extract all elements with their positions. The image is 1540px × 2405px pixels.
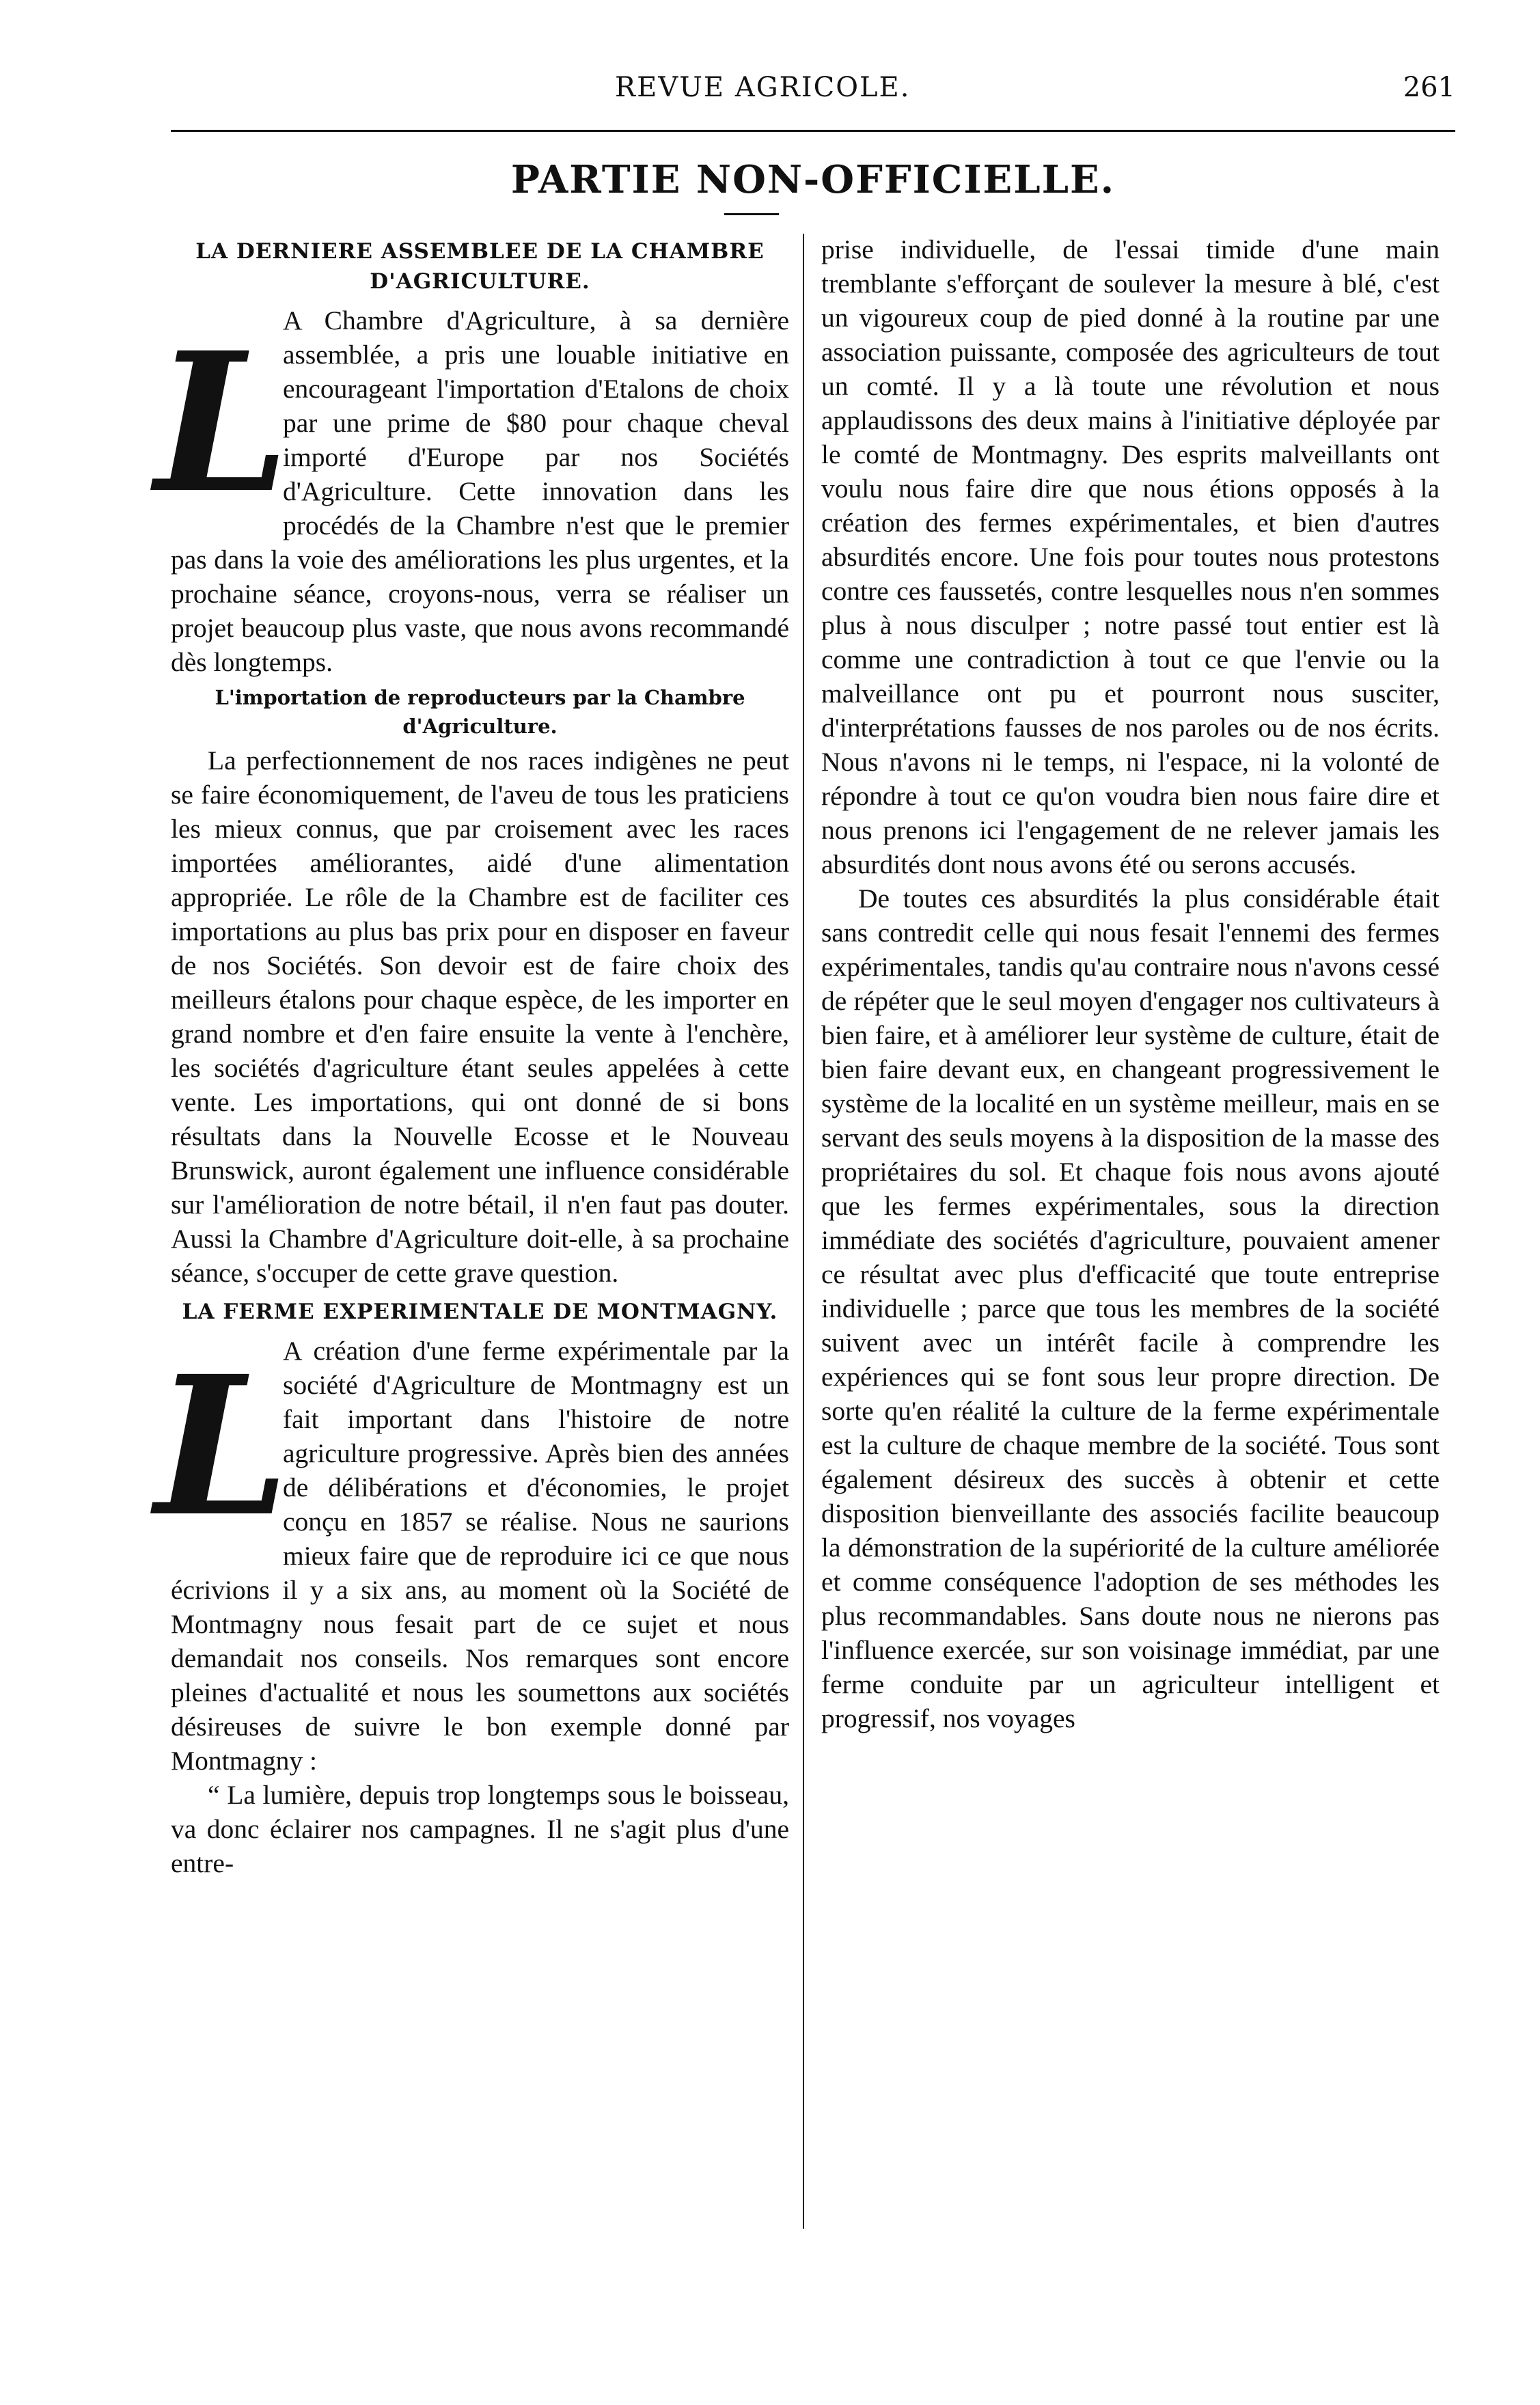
article-title-chambre: LA DERNIERE ASSEMBLEE DE LA CHAMBRE D'AGRICULTURE. <box>195 239 765 294</box>
article-paragraph <box>154 1334 789 1778</box>
running-head <box>171 72 1455 113</box>
article-paragraph: La perfectionnement de nos races indigènes ne peut se faire économiquement, de l'aveu de tous les praticiens les mieux connus, que par croisement avec les races importées améliorantes, aidé d'une alimentation appropriée. Le rôle de la Chambre est de faciliter ces importations au plus bas prix pour en disposer en faveur de nos Sociétés. Son devoir est de faire choix des meilleurs étalons pour chaque espèce, de les importer en grand nombre et d'en faire ensuite la vente à l'enchère, les sociétés d'agriculture étant seules appelées à cette vente. Les importations, qui ont donné de si bons résultats dans la Nouvelle Ecosse et le Nouveau Brunswick, auront également une influence considérable sur l'amélioration de notre bétail, il n'en faut pas douter. Aussi la Chambre d'Agriculture doit-elle, à sa prochaine séance, s'occuper de cette grave question. <box>171 745 789 1288</box>
title-dash <box>724 213 779 215</box>
ornamental-dropcap: L <box>154 1334 290 1559</box>
running-title: REVUE AGRICOLE. <box>615 72 911 103</box>
header-rule <box>171 130 1455 132</box>
article-paragraph: prise individuelle, de l'essai timide d'une main tremblante s'efforçant de soulever la mesure à blé, c'est un vigoureux coup de pied donné à la routine par une association puissante, composée des agriculteurs de tout un comté. Il y a là toute une révolution et nous applaudissons des deux mains à l'initiative déployée par le comté de Montmagny. Des esprits malveillants ont voulu nous faire dire que nous étions opposés à la création des fermes expérimentales, et bien d'autres absurdités encore. Une fois pour toutes nous protestons contre ces faussetés, contre lesquelles nous n'en sommes plus à nous disculper ; notre passé tout entier est là comme une contradiction à tout ce que l'envie ou la malveillance ont pu et pourront nous susciter, d'interprétations fausses de nos paroles ou de nos écrits. Nous n'avons ni le temps, ni l'espace, ni la volonté de répondre à tout ce qu'on voudra bien nous faire dire et nous prenons ici l'engagement de ne relever jamais les absurdités dont nous avons été ou serons accusés. <box>821 234 1440 879</box>
article-paragraph: De toutes ces absurdités la plus considérable était sans contredit celle qui nous fesait l'ennemi des fermes expérimentales, tandis qu'au contraire nous n'avons cessé de répéter que le seul moyen d'engager nos cultivateurs à bien faire, et à améliorer leur système de culture, était de bien faire devant eux, en changeant progressivement le système de la localité en un système meilleur, mais en se servant des seuls moyens à la disposition de la masse des propriétaires du sol. Et chaque fois nous avons ajouté que les fermes expérimentales, sous la direction immédiate des sociétés d'agriculture, pouvaient amener ce résultat avec plus d'efficacité que toute entreprise individuelle ; parce que tous les membres de la société suivent avec un intérêt facile à comprendre les expériences qui se font sous leur propre direction. De sorte qu'en réalité la culture de la ferme expérimentale est la culture de chaque membre de la société. Tous sont également désireux des succès à obtenir et cette disposition bienveillante des associés facilite beaucoup la démonstration de la supériorité de la culture améliorée et comme conséquence l'adoption de ses méthodes les plus recommandables. Sans doute nous ne nierons pas l'influence exercée, sur son voisinage immédiat, par une ferme conduite par un agriculteur intelligent et progressif, nos voyages <box>821 883 1440 1733</box>
article-paragraph: “ La lumière, depuis trop longtemps sous le boisseau, va donc éclairer nos campagnes. Il ne s'agit plus d'une entre- <box>171 1780 789 1878</box>
ornamental-dropcap: L <box>154 311 290 536</box>
paragraph-text: A Chambre d'Agriculture, à sa dernière assemblée, a pris une louable initiative en encourageant l'importation d'Etalons de choix par une prime de $80 pour chaque cheval importé d'Europe par nos Sociétés d'Agriculture. Cette innovation dans les procédés de la Chambre n'est que le premier pas dans la voie des améliorations les plus urgentes, et la prochaine séance, croyons-nous, verra se réaliser un projet beaucoup plus vaste, que nous avons recommandé dès longtemps. <box>171 305 789 677</box>
right-column <box>821 232 1440 2282</box>
column-rule <box>803 234 804 2229</box>
section-title: PARTIE NON-OFFICIELLE. <box>510 157 1116 202</box>
article-title-ferme: LA FERME EXPERIMENTALE DE MONTMAGNY. <box>182 1300 778 1324</box>
article-paragraph <box>154 303 789 679</box>
left-column <box>154 232 789 2282</box>
subhead-importation: L'importation de reproducteurs par la Chambre d'Agriculture. <box>215 686 745 738</box>
page-number: 261 <box>1403 72 1455 103</box>
paragraph-text: A création d'une ferme expérimentale par la société d'Agriculture de Montmagny est un fait important dans l'histoire de notre agriculture progressive. Après bien des années de délibérations et d'économies, le projet conçu en 1857 se réalise. Nous ne saurions mieux faire que de reproduire ici ce que nous écrivions il y a six ans, au moment où la Société de Montmagny nous fesait part de ce sujet et nous demandait nos conseils. Nos remarques sont encore pleines d'actualité et nous les soumettons aux sociétés désireuses de suivre le bon exemple donné par Montmagny : <box>171 1336 789 1776</box>
